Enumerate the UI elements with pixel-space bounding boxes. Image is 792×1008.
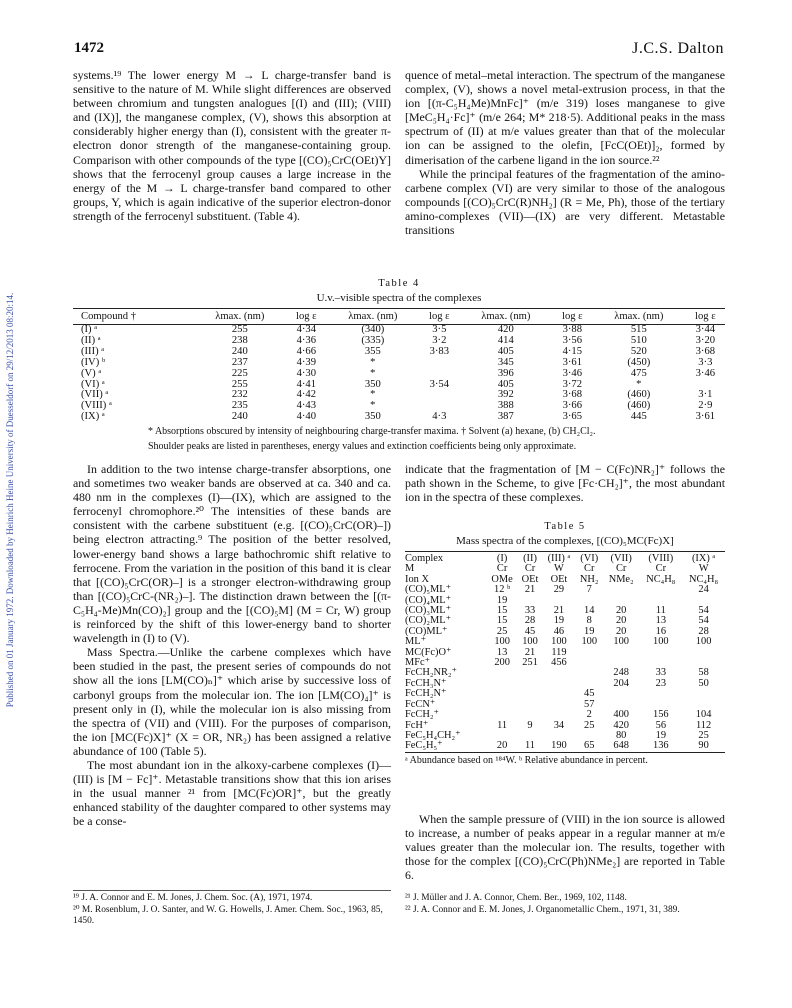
table-cell: 3·1 — [698, 389, 713, 401]
table-cell: FcH⁺ — [405, 719, 429, 731]
table-cell: 21 — [553, 605, 565, 617]
table-cell: 28 — [524, 615, 536, 627]
upper-right-column — [405, 68, 725, 237]
table-cell: 2 — [586, 709, 592, 721]
lower-right-column-continued — [405, 812, 725, 882]
table-cell: 392 — [497, 389, 514, 401]
table-cell: 3·88 — [562, 324, 583, 335]
table-cell: 19 — [584, 625, 595, 637]
table-cell: MC(Fc)O⁺ — [405, 646, 452, 658]
table-cell: 400 — [613, 709, 629, 721]
table-cell: 33 — [524, 605, 536, 617]
table-cell: 3·2 — [432, 334, 447, 346]
table-row — [405, 606, 725, 616]
paragraph: The most abundant ion in the alkoxy-carbene complexes (I)—(III) is [M − Fc]⁺. Metastable transitions show that this ion arises in the usual manner ²¹ from [MC(Fc)OR]⁺, but the greatly enhanced stability of the daughter compared to other systems may be a conse- — [73, 757, 391, 829]
table-cell: (340) — [361, 324, 385, 335]
table-cell — [518, 710, 543, 720]
table-cell: 388 — [497, 400, 514, 412]
table-cell: 56 — [655, 719, 667, 731]
table-cell: (IV) ᵇ — [81, 356, 106, 368]
table-header-cell: log ε — [287, 309, 326, 325]
table-cell: 100 — [653, 636, 669, 648]
table-cell — [576, 658, 603, 668]
table-cell: 25 — [584, 719, 595, 731]
table-header-cell: Cr — [584, 563, 595, 575]
table-cell: FcCH₂NR₂⁺ — [405, 667, 457, 679]
table-cell: 29 — [553, 584, 565, 596]
table-cell: FeC₅H₅⁺ — [405, 741, 486, 752]
table-cell: 15 — [496, 605, 508, 617]
table-header-cell: Cr — [655, 563, 667, 575]
table-cell: 100 — [695, 636, 712, 648]
table-cell: 345 — [497, 356, 514, 368]
table-label: Table 5 — [544, 521, 586, 532]
table-cell — [603, 689, 640, 699]
table-cell: 248 — [613, 667, 629, 679]
lower-right-column — [405, 462, 725, 504]
table-cell: 3·5 — [432, 324, 447, 335]
table-header-cell: Cr — [615, 563, 627, 575]
table-cell: 112 — [696, 719, 712, 731]
table-cell: 3·61 — [695, 411, 716, 423]
table-cell: 3·68 — [695, 345, 716, 357]
table-header-cell: Compound † — [73, 309, 193, 325]
table-header-cell: NC₄H₈ — [646, 573, 676, 585]
table-header-cell: OEt — [521, 573, 539, 585]
table-cell: 405 — [497, 378, 514, 390]
table-cell: 12 ᵇ — [494, 584, 511, 596]
table-caption: Mass spectra of the complexes, [(CO)₅MC(Fc)X] — [456, 535, 674, 547]
table-header-cell: Complex — [405, 552, 486, 565]
table-cell: 475 — [630, 367, 647, 379]
table-row — [73, 358, 725, 369]
table-cell: 648 — [603, 741, 640, 752]
table-cell: 515 — [630, 324, 647, 335]
table-cell: 4·40 — [296, 411, 317, 423]
table-cell — [639, 648, 682, 658]
table-cell: 3·83 — [429, 345, 450, 357]
table-cell: 100 — [581, 636, 598, 648]
table-header-cell: (VII) — [603, 552, 640, 565]
table-row — [73, 401, 725, 412]
table-cell: FcCH₂N⁺ — [405, 688, 447, 700]
paragraph: quence of metal–metal interaction. The spectrum of the manganese complex, (V), shows a novel metal-extrusion process, in that the ion [(π-C₅H₄Me)MnFc]⁺ (m/e 319) loses manganese to give [MeC₅H₄·Fc]⁺ (m/e 264; M* 218·5). Additional peaks in the mass spectrum of (II) at m/e values greater than that of the molecular ion can be assigned to the olefin, [FcC(OEt)]₂, formed by dimerisation of the carbene ligand in the ion source.²² — [405, 68, 725, 167]
table-cell: 200 — [494, 657, 510, 669]
footnote: ²² J. A. Connor and E. M. Jones, J. Organometallic Chem., 1971, 31, 389. — [405, 904, 680, 915]
table-cell: 251 — [522, 657, 538, 669]
footnote: ¹⁹ J. A. Connor and E. M. Jones, J. Chem. Soc. (A), 1971, 1974. — [73, 893, 313, 903]
table-cell: 21 — [524, 584, 536, 596]
table-cell: 414 — [497, 334, 514, 346]
table-header-cell: Cr — [496, 563, 508, 575]
table-cell: 405 — [497, 345, 514, 357]
table-cell: 14 — [584, 605, 595, 617]
table-header-cell: NMe₂ — [608, 573, 634, 585]
table-cell: 25 — [698, 729, 709, 741]
table-cell — [542, 710, 575, 720]
footnotes-left — [73, 890, 391, 928]
table-header-cell: OMe — [491, 573, 513, 585]
paragraph: indicate that the fragmentation of [M − C(Fc)NR₂]⁺ follows the path shown in the Scheme, to give [Fc·CH₂]⁺, the most abundant ion in the spectra of these complexes. — [405, 462, 725, 505]
footnote: ²¹ J. Müller and J. A. Connor, Chem. Ber., 1969, 102, 1148. — [405, 893, 627, 903]
table-cell: 240 — [231, 345, 248, 357]
table-cell — [518, 689, 543, 699]
table-cell: * — [370, 356, 376, 368]
table-cell: 136 — [639, 741, 682, 752]
table-cell: 240 — [231, 411, 248, 423]
table-cell: 100 — [551, 636, 567, 648]
table-header-cell: λmax. (nm) — [459, 309, 553, 325]
table-cell: 420 — [613, 719, 629, 731]
table-cell: ML⁺ — [405, 636, 427, 648]
table-row — [405, 741, 725, 752]
table-cell: FcCH₃N⁺ — [405, 677, 447, 689]
table-header-cell: (IX) ᵃ — [682, 552, 725, 565]
table-cell — [576, 668, 603, 678]
table-cell: 104 — [695, 709, 712, 721]
table-cell — [486, 689, 517, 699]
table-cell: 3·54 — [429, 378, 450, 390]
table-footnote: Shoulder peaks are listed in parentheses, energy values and extinction coefficients being only approximate. — [148, 441, 577, 453]
table-cell: 235 — [231, 400, 248, 412]
table-cell: FcCH₂⁺ — [405, 709, 439, 721]
table-cell: (VII) ᵃ — [81, 389, 109, 401]
table-cell — [603, 648, 640, 658]
table-cell: 3·46 — [562, 367, 583, 379]
table-footnote: ᵃ Abundance based on ¹⁸⁴W. ᵇ Relative abundance in percent. — [405, 754, 648, 766]
table-cell: 350 — [364, 378, 381, 390]
table-cell: 45 — [584, 688, 595, 700]
table-cell — [639, 689, 682, 699]
table-cell: * — [370, 400, 376, 412]
table-cell: 3·66 — [562, 400, 583, 412]
table-cell: 8 — [586, 615, 592, 627]
table-cell: FeC₅H₄CH₂⁺ — [405, 729, 461, 741]
table-cell: 3·68 — [562, 389, 583, 401]
table-cell: 9 — [527, 719, 533, 731]
table-row — [405, 596, 725, 606]
table-cell: 54 — [698, 605, 709, 617]
table-cell: 4·41 — [296, 378, 317, 390]
table-cell: 237 — [231, 356, 248, 368]
table-header-cell: (VI) — [576, 552, 603, 565]
table-cell: 15 — [496, 615, 508, 627]
table-cell: 156 — [653, 709, 669, 721]
table-cell: 20 — [486, 741, 517, 752]
table-header-cell: (I) — [486, 552, 517, 565]
table-header-cell: λmax. (nm) — [193, 309, 287, 325]
table-header-cell: (III) ᵃ — [542, 552, 575, 565]
table-cell: 13 — [655, 615, 667, 627]
table-cell: 19 — [496, 594, 508, 606]
table-cell: 3·61 — [562, 356, 583, 368]
table-cell: 20 — [615, 615, 627, 627]
table-header-cell: W — [698, 563, 709, 575]
table-row — [73, 325, 725, 336]
table-cell: 387 — [497, 411, 514, 423]
table-cell: 50 — [698, 677, 709, 689]
table-cell: 11 — [497, 719, 508, 731]
table-header-cell: Cr — [524, 563, 536, 575]
table-cell: 20 — [615, 625, 627, 637]
table-cell — [542, 689, 575, 699]
table-row — [405, 700, 725, 710]
table-cell: 100 — [494, 636, 510, 648]
footnote: ²⁰ M. Rosenblum, J. O. Santer, and W. G. Howells, J. Amer. Chem. Soc., 1963, 85, 1450. — [73, 904, 383, 926]
table-cell: 46 — [553, 625, 565, 637]
table-cell: 4·42 — [296, 389, 317, 401]
table-cell: (CO)₅ML⁺ — [405, 584, 452, 596]
table-cell: 255 — [231, 378, 248, 390]
table-cell: 90 — [682, 741, 725, 752]
table-header-cell: λmax. (nm) — [592, 309, 686, 325]
table-cell: 100 — [522, 636, 538, 648]
table-cell: MFc⁺ — [405, 657, 431, 669]
table-cell: 238 — [231, 334, 248, 346]
table-cell: (CO)₃ML⁺ — [405, 605, 452, 617]
table-cell: 2·9 — [698, 400, 713, 412]
table-cell: 54 — [698, 615, 709, 627]
table-cell: 119 — [551, 646, 567, 658]
table-header-cell: M — [405, 563, 415, 575]
table-cell: 190 — [542, 741, 575, 752]
table-cell: 20 — [615, 605, 627, 617]
table-cell: 7 — [586, 584, 592, 596]
table-cell — [486, 700, 517, 710]
upper-left-column — [73, 68, 391, 223]
table-cell — [639, 585, 682, 595]
table-row — [405, 616, 725, 626]
table-cell: * — [370, 367, 376, 379]
table-cell: 19 — [553, 615, 565, 627]
table-cell — [542, 668, 575, 678]
page-number: 1472 — [74, 40, 104, 56]
table-cell: 11 — [518, 741, 543, 752]
table-cell: 57 — [584, 698, 595, 710]
table-cell: 3·46 — [695, 367, 716, 379]
table-cell: 80 — [615, 729, 627, 741]
table-row — [73, 369, 725, 380]
lower-left-column — [73, 462, 391, 828]
table-header-row — [405, 552, 725, 565]
table-row — [405, 668, 725, 678]
table-cell: 4·36 — [296, 334, 317, 346]
table-cell: 34 — [553, 719, 565, 731]
table-cell: 13 — [496, 646, 508, 658]
table-5-grid — [405, 551, 725, 753]
table-4 — [73, 278, 725, 453]
table-5 — [405, 521, 725, 767]
table-header-cell: Ion X — [405, 573, 429, 585]
table-cell: 3·3 — [698, 356, 713, 368]
table-cell: (CO)ML⁺ — [405, 625, 448, 637]
table-cell: 3·44 — [695, 324, 716, 335]
table-cell: 4·34 — [296, 324, 317, 335]
table-cell: 3·65 — [562, 411, 583, 423]
table-cell: 4·30 — [296, 367, 317, 379]
table-cell: 4·15 — [562, 345, 583, 357]
table-cell — [420, 358, 459, 369]
table-row — [73, 412, 725, 423]
table-cell — [542, 679, 575, 689]
table-cell: 19 — [655, 729, 667, 741]
table-row — [73, 336, 725, 347]
table-cell: 11 — [655, 605, 666, 617]
table-cell — [518, 700, 543, 710]
table-cell: (CO)₂ML⁺ — [405, 615, 452, 627]
table-cell: (335) — [361, 334, 385, 346]
table-cell: 456 — [551, 657, 567, 669]
table-header-row — [405, 575, 725, 585]
table-row — [405, 585, 725, 595]
paragraph: While the principal features of the fragmentation of the amino-carbene complex (VI) are very similar to those of the analogous compounds [(CO)₅CrC(R)NH₂] (R = Me, Ph), those of the tertiary amino-complexes (VII)—(IX) are very different. Metastable transitions — [405, 166, 725, 238]
table-cell: 350 — [364, 411, 381, 423]
table-cell — [576, 648, 603, 658]
table-cell: 520 — [630, 345, 647, 357]
table-cell: (CO)₄ML⁺ — [405, 594, 452, 606]
table-cell: 445 — [630, 411, 647, 423]
table-cell: 232 — [231, 389, 248, 401]
table-cell: (460) — [627, 400, 651, 412]
table-header-cell: (II) — [518, 552, 543, 565]
table-cell — [518, 668, 543, 678]
table-cell: * — [370, 389, 376, 401]
table-cell: 65 — [576, 741, 603, 752]
table-cell: 510 — [630, 334, 647, 346]
table-header-cell: λmax. (nm) — [326, 309, 420, 325]
table-cell: (460) — [627, 389, 651, 401]
table-cell — [420, 390, 459, 401]
table-cell: 4·39 — [296, 356, 317, 368]
table-cell: (V) ᵃ — [81, 367, 102, 379]
table-cell — [542, 700, 575, 710]
table-cell: 396 — [497, 367, 514, 379]
table-cell: (II) ᵃ — [81, 334, 101, 346]
table-header-cell: NC₄H₈ — [689, 573, 719, 585]
table-cell — [682, 648, 725, 658]
paragraph: systems.¹⁹ The lower energy M → L charge-transfer band is sensitive to the nature of M. While slight differences are observed between chromium and tungsten analogues [(I) and (III); (VIII) and (IX)], the manganese complex, (V), shows this absorption at considerably higher energy than (I), consistent with the greater π-electron donor strength of the manganese-containing group. Comparison with other compounds of the type [(CO)₅CrC(OEt)Y] shows that the ferrocenyl group causes a large increase in the energy of the M → L charge-transfer band compared to other groups, Y, which is again indicative of the superior electron-donor strength of the ferrocenyl substituent. (Table 4). — [73, 68, 391, 223]
table-cell: 45 — [524, 625, 536, 637]
table-header-cell: W — [554, 563, 564, 575]
table-cell: 420 — [497, 324, 514, 335]
table-cell: 28 — [698, 625, 709, 637]
table-cell: 3·56 — [562, 334, 583, 346]
table-cell — [486, 679, 517, 689]
table-cell: FcCN⁺ — [405, 698, 436, 710]
journal-title: J.C.S. Dalton — [632, 40, 724, 57]
table-row — [405, 679, 725, 689]
table-header-cell: NH₂ — [579, 573, 599, 585]
table-cell: 58 — [698, 667, 709, 679]
table-cell: 25 — [496, 625, 508, 637]
table-cell: 225 — [231, 367, 248, 379]
table-cell: (I) ᵃ — [81, 324, 98, 335]
table-4-grid — [73, 308, 725, 423]
table-cell — [486, 710, 517, 720]
table-cell: 3·72 — [562, 378, 583, 390]
table-caption: U.v.–visible spectra of the complexes — [316, 292, 482, 304]
table-cell — [486, 668, 517, 678]
table-cell: 3·20 — [695, 334, 716, 346]
table-cell: 355 — [364, 345, 381, 357]
table-cell: 21 — [524, 646, 536, 658]
table-cell: (VIII) ᵃ — [81, 400, 112, 412]
table-label: Table 4 — [378, 278, 420, 289]
table-cell — [682, 689, 725, 699]
table-cell: (450) — [627, 356, 651, 368]
table-header-cell: log ε — [686, 309, 725, 325]
table-cell: 23 — [655, 677, 667, 689]
table-cell: 100 — [613, 636, 629, 648]
table-cell: 33 — [655, 667, 667, 679]
table-header-cell: log ε — [553, 309, 592, 325]
table-cell: 16 — [655, 625, 667, 637]
paragraph: Mass Spectra.—Unlike the carbene complexes which have been studied in the past, the present series of compounds do not show all the ions [LM(CO)ₙ]⁺ which arise by successive loss of carbonyl groups from the molecular ion. The ion [LM(CO)₄]⁺ is present only in (I), while the molecular ion is also missing from the spectra of (VII) and (VIII). For the purposes of comparison, the ion [MC(Fc)X]⁺ (X = OR, NR₂) has been assigned a relative abundance of 100 (Table 5). — [73, 645, 391, 758]
table-cell: 4·3 — [432, 411, 447, 423]
table-cell: 24 — [698, 584, 709, 596]
paragraph: In addition to the two intense charge-transfer absorptions, one and sometimes two weaker bands are observed at ca. 340 and ca. 480 nm in the complexes (I)—(IX), which are assigned to the ferrocenyl chromophore.²⁰ The intensities of these bands are consistent with the carbene substituent (e.g. [(CO)₅CrC(OR)–]) being electron attracting.⁹ The position of the better resolved, lower-energy band shows a large bathochromic shift relative to ferrocene. From the variation in the position of this band it is clear that [(CO)₅CrC(OR)–] is a stronger electron-withdrawing group than [(CO)₅CrC-(NR₂)–]. The distinction drawn between the [(π-C₅H₄-Me)Mn(CO)₂] group and the [(CO)₅M] (M = Cr, W) group is reinforced by the shift of this lower-energy band to shorter wavelength in (I) to (V). — [73, 462, 391, 646]
table-cell: (III) ᵃ — [81, 345, 105, 357]
table-header-cell: log ε — [420, 309, 459, 325]
table-row — [405, 689, 725, 699]
table-cell: 4·66 — [296, 345, 317, 357]
table-cell: 4·43 — [296, 400, 317, 412]
table-header-cell: OEt — [550, 573, 568, 585]
table-cell: (VI) ᵃ — [81, 378, 105, 390]
footnotes-right — [405, 890, 725, 916]
table-cell — [518, 679, 543, 689]
table-footnote: * Absorptions obscured by intensity of neighbouring charge-transfer maxima. † Solvent (a) hexane, (b) CH₂Cl₂. — [148, 426, 596, 438]
table-cell: 204 — [613, 677, 629, 689]
download-notice-text: Published on 01 January 1972. Downloaded by Heinrich Heine University of Duesseldorf on 29/12/2013 08:20:14. — [5, 292, 15, 708]
table-row — [405, 710, 725, 720]
download-notice — [2, 120, 18, 880]
table-cell: (IX) ᵃ — [81, 411, 105, 423]
table-cell — [420, 369, 459, 380]
paragraph: When the sample pressure of (VIII) in the ion source is allowed to increase, a number of peaks appear in a regular manner at m/e values greater than the molecular ion. The results, together with those for the complex [(CO)₅CrC(Ph)NMe₂] are reported in Table 6. — [405, 812, 725, 883]
table-cell — [603, 585, 640, 595]
table-cell: 255 — [231, 324, 248, 335]
table-header-cell: (VIII) — [639, 552, 682, 565]
table-cell: * — [636, 378, 642, 390]
